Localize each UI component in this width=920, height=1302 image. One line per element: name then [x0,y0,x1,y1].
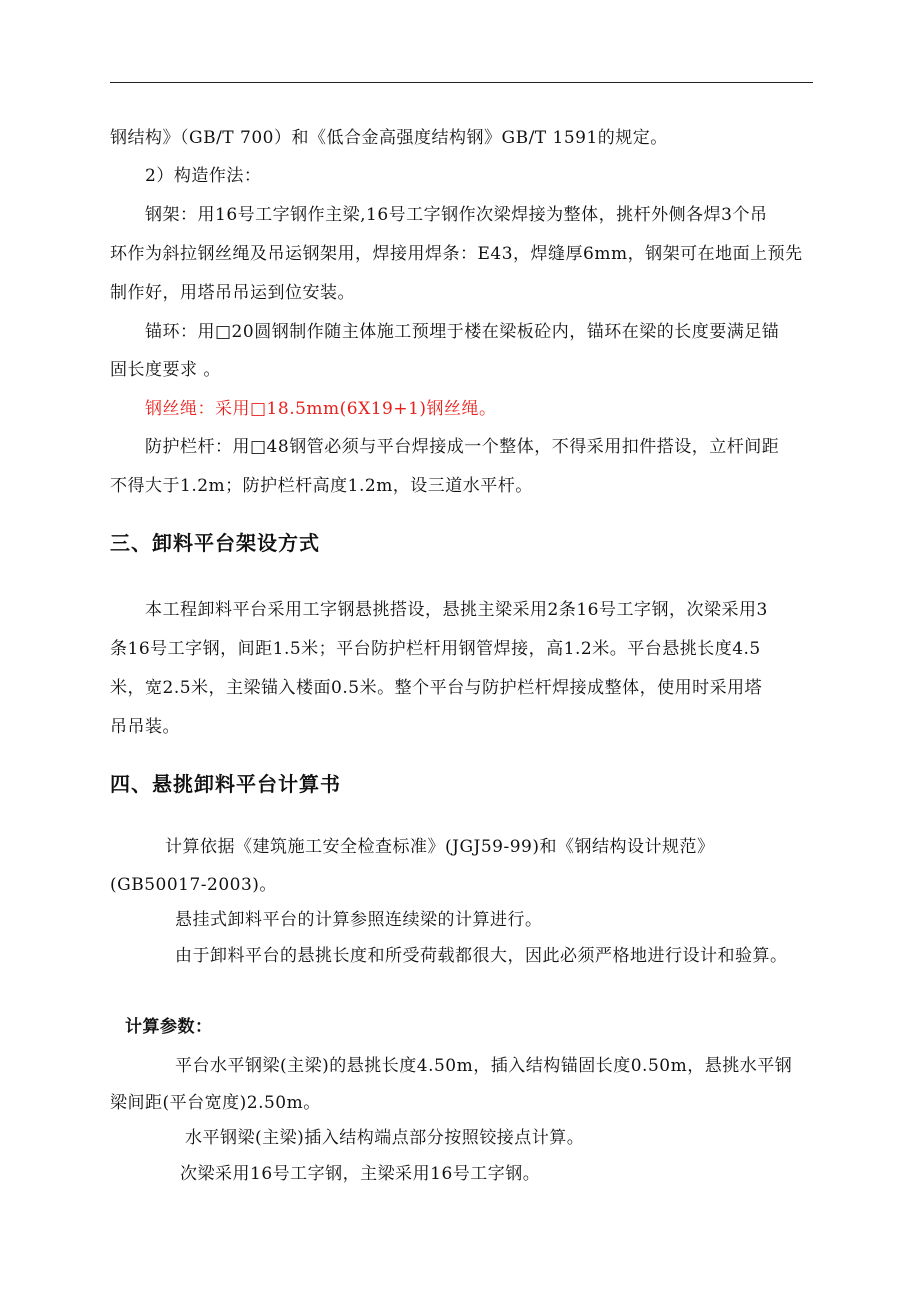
guardrail-line-2: 不得大于1.2m；防护栏杆高度1.2m，设三道水平杆。 [110,476,533,496]
section-4-title: 四、悬挑卸料平台计算书 [110,772,341,796]
basis-line-1: 计算依据《建筑施工安全检查标准》(JGJ59-99)和《钢结构设计规范》 [165,837,715,857]
guardrail-line-1: 防护栏杆：用□48钢管必须与平台焊接成一个整体，不得采用扣件搭设，立杆间距 [145,437,780,457]
params-line-1: 平台水平钢梁(主梁)的悬挑长度4.50m，插入结构锚固长度0.50m，悬挑水平钢 [175,1056,793,1076]
basis-line-2: (GB50017-2003)。 [110,875,277,895]
steel-frame-line-2: 环作为斜拉钢丝绳及吊运钢架用，焊接用焊条：E43，焊缝厚6mm，钢架可在地面上预先 [110,244,803,264]
section-3-title: 三、卸料平台架设方式 [110,531,320,555]
body-text-line: 钢结构》（GB/T 700）和《低合金高强度结构钢》GB/T 1591的规定。 [110,128,668,148]
section-3-para-line-2: 条16号工字钢，间距1.5米；平台防护栏杆用钢管焊接，高1.2米。平台悬挑长度4.5 [110,639,761,659]
params-label: 计算参数： [125,1017,213,1037]
section-3-para-line-4: 吊吊装。 [110,717,180,737]
steel-frame-line-3: 制作好，用塔吊吊运到位安装。 [110,283,355,303]
calc-note-1: 悬挂式卸料平台的计算参照连续梁的计算进行。 [175,910,543,930]
calc-note-2: 由于卸料平台的悬挑长度和所受荷载都很大，因此必须严格地进行设计和验算。 [175,946,788,966]
header-rule [110,82,813,83]
steel-frame-line-1: 钢架：用16号工字钢作主梁,16号工字钢作次梁焊接为整体，挑杆外侧各焊3个吊 [145,205,768,225]
section-3-para-line-1: 本工程卸料平台采用工字钢悬挑搭设，悬挑主梁采用2条16号工字钢，次梁采用3 [145,600,768,620]
anchor-ring-line-2: 固长度要求 。 [110,360,221,380]
beams-note: 次梁采用16号工字钢，主梁采用16号工字钢。 [180,1164,541,1184]
hinge-note: 水平钢梁(主梁)插入结构端点部分按照铰接点计算。 [185,1128,585,1148]
params-line-2: 梁间距(平台宽度)2.50m。 [110,1093,321,1113]
subheading-construction: 2）构造作法： [145,166,262,186]
section-3-para-line-3: 米，宽2.5米，主梁锚入楼面0.5米。整个平台与防护栏杆焊接成整体，使用时采用塔 [110,678,763,698]
wire-rope-line: 钢丝绳：采用□18.5mm(6X19+1)钢丝绳。 [145,399,497,419]
anchor-ring-line-1: 锚环：用□20圆钢制作随主体施工预埋于楼在梁板砼内，锚环在梁的长度要满足锚 [145,322,780,342]
